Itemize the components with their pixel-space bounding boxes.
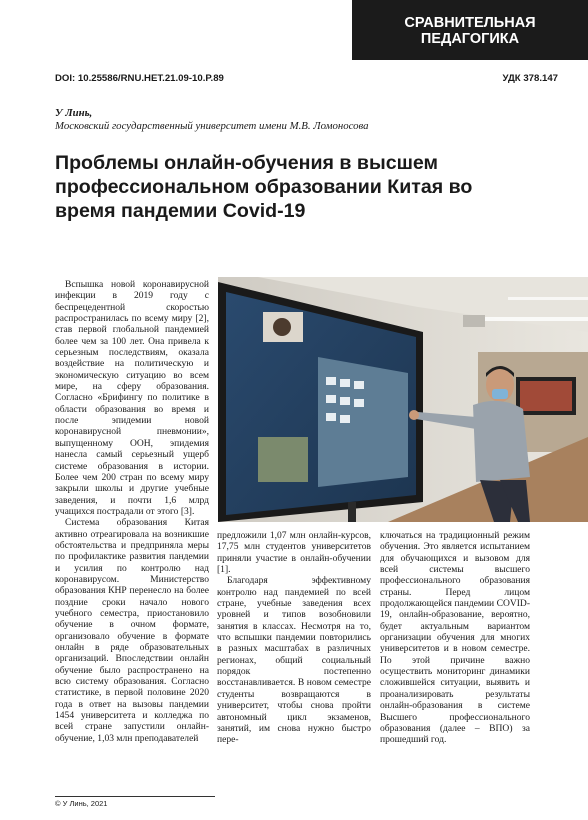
- body-column-3: [380, 530, 530, 746]
- section-tag: [352, 0, 588, 60]
- paragraph: Вспышка новой коронавирусной инфекции в 2019 году с беспрецедентной скоростью распространилась по всему миру [2], став первой глобальной пандемией более чем за 100 лет. Она привела к серьезным последствиям, оказала воздействие на политическую и экономическую ситуацию во всем мире, на сферу образования. Согласно «Брифингу по политике в области образования во время и после эпидемии новой коронавирусной пневмонии», выпущенному ООН, эпидемия нанесла самый серьезный ущерб системе образования в истории. Более чем 200 стран по всему миру закрыли школы и другие учебные заведения, и почти 1,6 млрд учащихся пострадали от этого [3].: [55, 279, 209, 517]
- paragraph: Благодаря эффективному контролю над пандемией по всей стране, учебные заведения всех уровней и типов возобновили занятия в классах. Несмотря на то, что вспышки пандемии повторились в разных масштабах в различных регионах, общий социальный порядок постепенно восстанавливается. В новом семестре студенты возвращаются в университет, чтобы снова пройти автономный цикл экзаменов, занятий, им снова нужно быстро пере-: [217, 575, 371, 746]
- section-tag-line1: СРАВНИТЕЛЬНАЯ: [404, 15, 536, 31]
- author-affiliation: Московский государственный университет имени М.В. Ломоносова: [55, 120, 369, 132]
- body-column-2: [217, 530, 371, 746]
- body-column-1: [55, 279, 209, 744]
- article-title: Проблемы онлайн-обучения в высшем профессиональном образовании Китая во время пандемии Covid-19: [55, 152, 473, 222]
- article-photo: [218, 277, 588, 522]
- paragraph: ключаться на традиционный режим обучения. Это является испытанием для обучающихся и вызовом для всей системы высшего профессионального образования страны. Перед лицом продолжающейся пандемии COVID-19, онлайн-образование, вероятно, будет актуальным вариантом организации обучения для многих университетов и в новом семестре. По этой причине важно осуществить мониторинг динамики сложившейся ситуации, выявить и проанализировать результаты онлайн-образования в системе Высшего профессионального образования (далее – ВПО) за прошедший год.: [380, 530, 530, 746]
- udk-code: УДК 378.147: [502, 73, 558, 84]
- copyright-notice: © У Линь, 2021: [55, 796, 215, 808]
- author-name: У Линь,: [55, 107, 93, 119]
- paragraph: Система образования Китая активно отреагировала на возникшие обстоятельства и предприняла меры по профилактике развития пандемии и усилия по контролю над коронавирусом. Министерство образования КНР перенесло на более поздние сроки начало нового учебного семестра, приостановило обучение в очном формате, организовало обучение в формате онлайн в ряде образовательных организаций. Впоследствии онлайн обучение было распространено на всю систему образования. Согласно статистике, в первой половине 2020 года в ответ на вызовы пандемии 1454 университета и колледжа по всей стране запустили онлайн-обучение, 1,03 млн преподавателей: [55, 517, 209, 744]
- doi-link[interactable]: DOI: 10.25586/RNU.HET.21.09-10.P.89: [55, 73, 224, 84]
- paragraph: предложили 1,07 млн онлайн-курсов, 17,75 млн студентов университетов приняли участие в онлайн-обучении [1].: [217, 530, 371, 576]
- section-tag-line2: ПЕДАГОГИКА: [420, 31, 520, 47]
- classroom-photo-illustration: [218, 277, 588, 522]
